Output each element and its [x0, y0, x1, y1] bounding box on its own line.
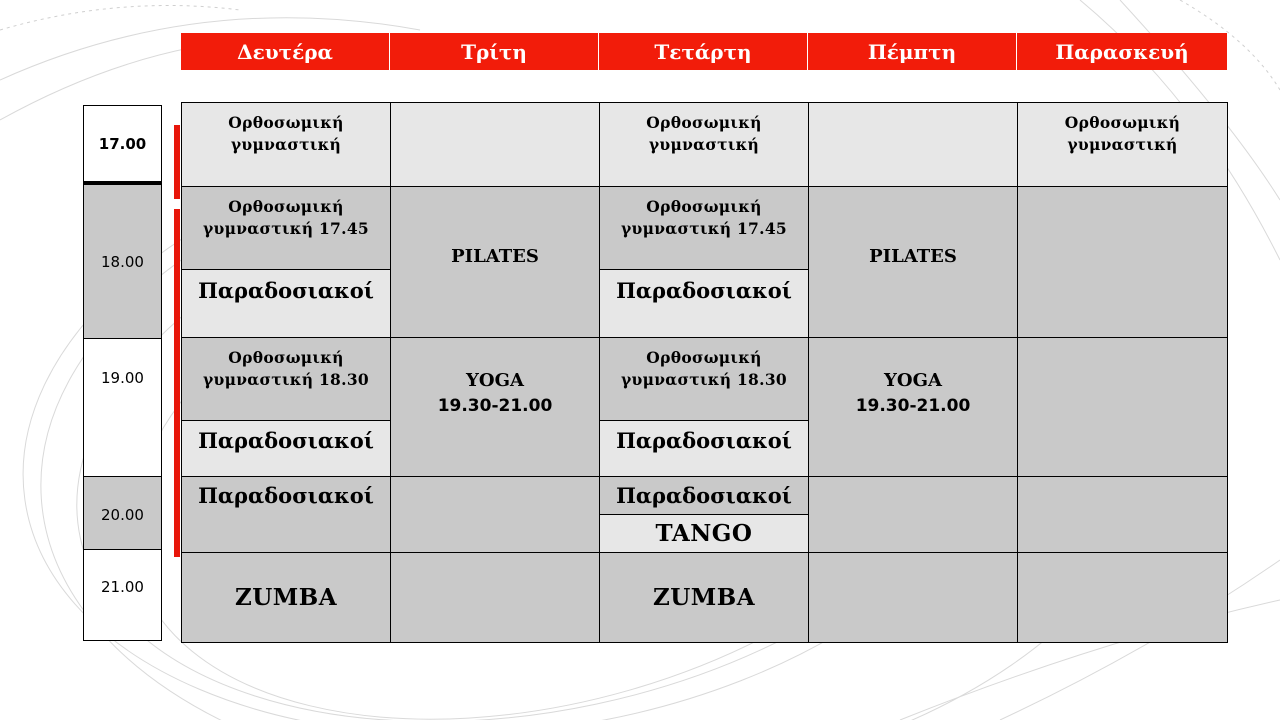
class-name-line2: γυμναστική 18.30 — [203, 370, 369, 389]
time-slot-2100: 21.00 — [83, 549, 162, 641]
time-slot-1700: 17.00 — [83, 105, 162, 183]
monday-1800-paradosiakoi: Παραδοσιακοί — [181, 269, 391, 338]
thursday-1700-empty — [808, 102, 1018, 187]
class-time: 19.30-21.00 — [855, 396, 971, 416]
day-header-tuesday: Τρίτη — [390, 33, 599, 70]
thursday-1800-pilates: PILATES — [808, 186, 1018, 338]
friday-1700-orthosomiki — [1017, 102, 1228, 187]
day-header-monday: Δευτέρα — [181, 33, 390, 70]
wednesday-1900-paradosiakoi: Παραδοσιακοί — [599, 420, 809, 477]
class-name: YOGA — [466, 370, 524, 391]
class-name: YOGA — [884, 370, 942, 391]
class-name-line2: γυμναστική 17.45 — [203, 219, 369, 238]
monday-1700-orthosomiki — [181, 102, 391, 187]
time-slot-1800: 18.00 — [83, 184, 162, 339]
friday-1900-empty — [1017, 337, 1228, 477]
class-name: Ορθοσωμική — [228, 348, 344, 367]
class-name: Ορθοσωμική — [646, 113, 762, 132]
wednesday-2000-paradosiakoi: Παραδοσιακοί — [599, 476, 809, 515]
tuesday-1800-pilates: PILATES — [390, 186, 600, 338]
class-time: 19.30-21.00 — [437, 396, 553, 416]
time-slot-2000: 20.00 — [83, 476, 162, 550]
class-name-line2: γυμναστική — [648, 135, 760, 154]
wednesday-2030-tango: TANGO — [599, 514, 809, 553]
wednesday-2100-zumba: ZUMBA — [599, 552, 809, 643]
monday-2100-zumba: ZUMBA — [181, 552, 391, 643]
accent-bar-bottom — [174, 209, 180, 557]
tuesday-1930-yoga — [390, 337, 600, 477]
day-header-wednesday: Τετάρτη — [599, 33, 808, 70]
wednesday-1700-orthosomiki — [599, 102, 809, 187]
monday-1830-orthosomiki — [181, 337, 391, 421]
day-header-thursday: Πέμπτη — [808, 33, 1017, 70]
thursday-2000-empty — [808, 476, 1018, 553]
thursday-1930-yoga — [808, 337, 1018, 477]
tuesday-2100-empty — [390, 552, 600, 643]
class-name-line2: γυμναστική 18.30 — [621, 370, 787, 389]
tuesday-1700-empty — [390, 102, 600, 187]
class-name: Ορθοσωμική — [646, 348, 762, 367]
wednesday-1800-paradosiakoi: Παραδοσιακοί — [599, 269, 809, 338]
class-name-line2: γυμναστική 17.45 — [621, 219, 787, 238]
class-name: Ορθοσωμική — [646, 197, 762, 216]
monday-1900-paradosiakoi: Παραδοσιακοί — [181, 420, 391, 477]
friday-2000-empty — [1017, 476, 1228, 553]
accent-bar-top — [174, 125, 180, 199]
tuesday-2000-empty — [390, 476, 600, 553]
day-header-friday: Παρασκευή — [1017, 33, 1227, 70]
wednesday-1830-orthosomiki — [599, 337, 809, 421]
class-name: Ορθοσωμική — [228, 197, 344, 216]
time-slot-1900: 19.00 — [83, 338, 162, 477]
class-name-line2: γυμναστική — [1067, 135, 1178, 154]
class-name: Ορθοσωμική — [228, 113, 344, 132]
class-name: Ορθοσωμική — [1064, 113, 1181, 132]
monday-1745-orthosomiki — [181, 186, 391, 270]
monday-2000-paradosiakoi: Παραδοσιακοί — [181, 476, 391, 553]
class-name-line2: γυμναστική — [230, 135, 342, 154]
friday-1800-empty — [1017, 186, 1228, 338]
wednesday-1745-orthosomiki — [599, 186, 809, 270]
friday-2100-empty — [1017, 552, 1228, 643]
thursday-2100-empty — [808, 552, 1018, 643]
